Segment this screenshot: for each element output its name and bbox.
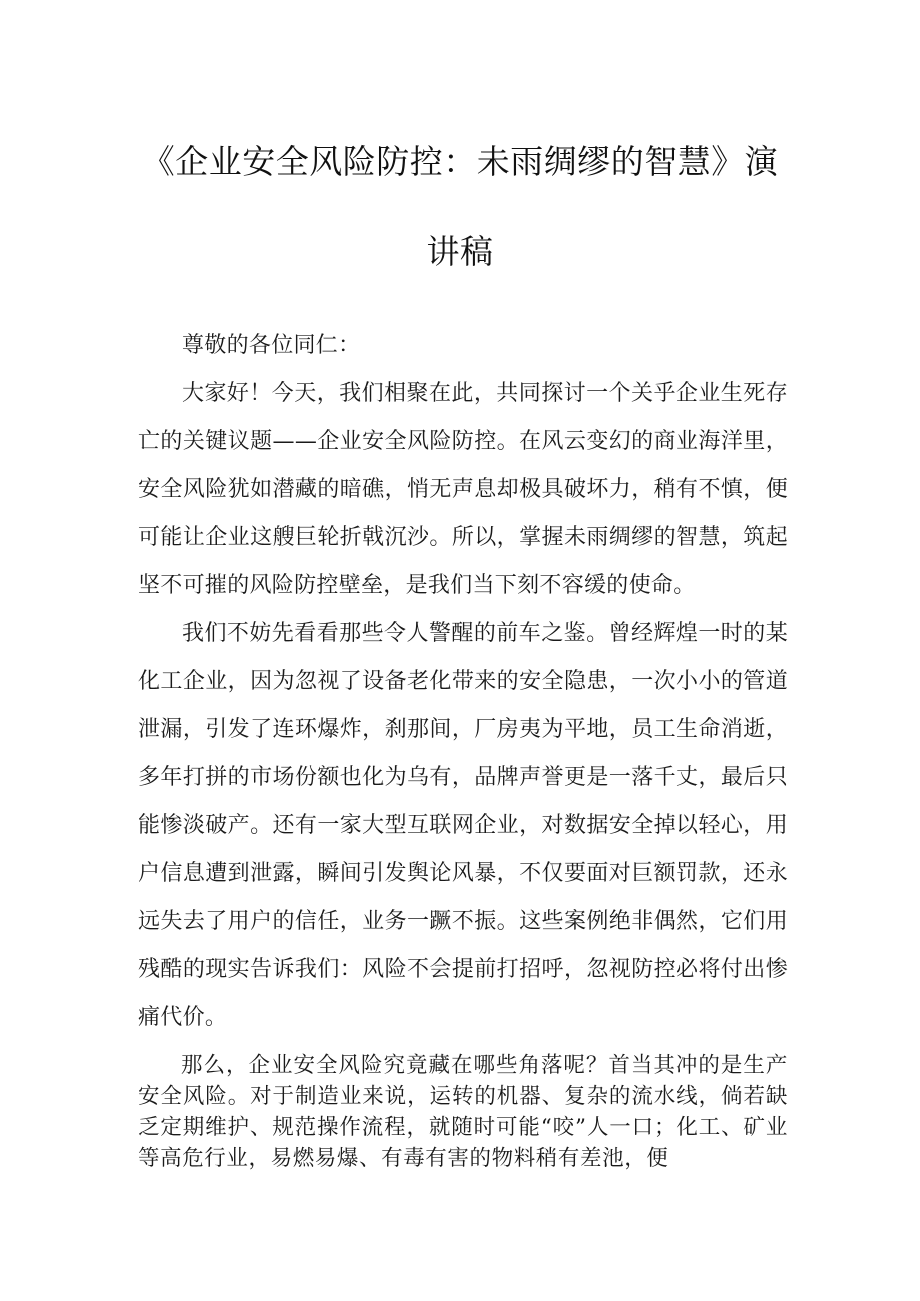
document-title-line1: 《企业安全风险防控：未雨绸缪的智慧》演 — [141, 142, 779, 181]
salutation: 尊敬的各位同仁： — [182, 333, 361, 358]
paragraph: 大家好！今天，我们相聚在此，共同探讨一个关乎企业生死存亡的关键议题——企业安全风险防控。在风云变幻的商业海洋里，安全风险犹如潜藏的暗礁，悄无声息却极具破坏力，稍有不慎，便可能让企业这艘巨轮折戟沉沙。所以，掌握未雨绸缪的智慧，筑起坚不可摧的风险防控壁垒，是我们当下刻不容缓的使命。 — [138, 381, 788, 598]
document-title-line2: 讲稿 — [426, 232, 494, 271]
paragraph: 那么，企业安全风险究竟藏在哪些角落呢？首当其冲的是生产安全风险。对于制造业来说，运转的机器、复杂的流水线，倘若缺乏定期维护、规范操作流程，就随时可能“咬”人一口；化工、矿业等高危行业，易燃易爆、有毒有害的物料稍有差池，便 — [138, 1053, 788, 1171]
document-body — [138, 322, 788, 1174]
paragraph: 我们不妨先看看那些令人警醒的前车之鉴。曾经辉煌一时的某化工企业，因为忽视了设备老化带来的安全隐患，一次小小的管道泄漏，引发了连环爆炸，刹那间，厂房夷为平地，员工生命消逝，多年打拼的市场份额也化为乌有，品牌声誉更是一落千丈，最后只能惨淡破产。还有一家大型互联网企业，对数据安全掉以轻心，用户信息遭到泄露，瞬间引发舆论风暴，不仅要面对巨额罚款，还永远失去了用户的信任，业务一蹶不振。这些案例绝非偶然，它们用残酷的现实告诉我们：风险不会提前打招呼，忽视防控必将付出惨痛代价。 — [138, 621, 788, 1030]
